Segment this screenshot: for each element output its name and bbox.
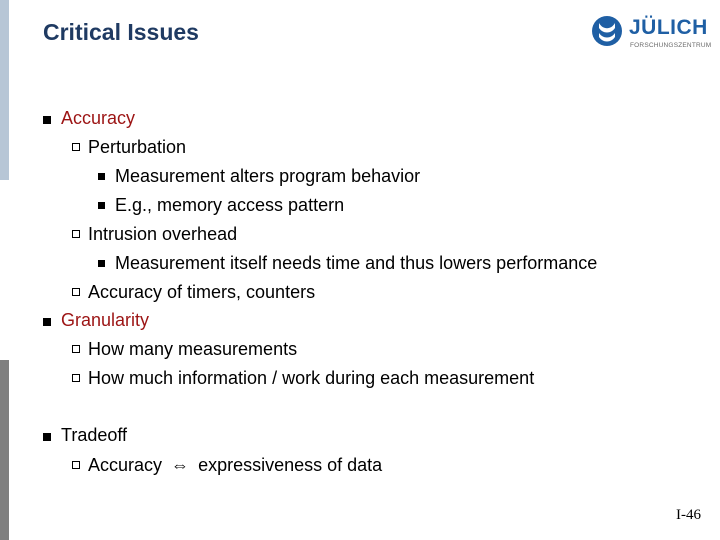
bullet-icon xyxy=(98,173,105,180)
logo-subtitle: FORSCHUNGSZENTRUM xyxy=(630,42,712,49)
sub-bullet-perturbation: Perturbation xyxy=(88,137,187,157)
sub-sub-bullet-eg: E.g., memory access pattern xyxy=(115,195,345,215)
bullet-accuracy: Accuracy xyxy=(61,108,136,128)
hollow-box-icon xyxy=(72,143,80,151)
juelich-logo-icon xyxy=(590,14,624,48)
hollow-box-icon xyxy=(72,230,80,238)
hollow-box-icon xyxy=(72,345,80,353)
sub-bullet-how-much: How much information / work during each measurement xyxy=(88,368,535,388)
page-number: I-46 xyxy=(676,507,701,523)
slide-title: Critical Issues xyxy=(43,19,199,45)
double-arrow-icon: ⇔ xyxy=(171,455,190,475)
sub-bullet-how-many: How many measurements xyxy=(88,339,298,359)
bullet-icon xyxy=(43,116,51,124)
bullet-granularity: Granularity xyxy=(61,310,150,330)
bullet-icon xyxy=(98,202,105,209)
bullet-icon xyxy=(98,260,105,267)
logo-wordmark: JÜLICH xyxy=(629,16,708,39)
hollow-box-icon xyxy=(72,374,80,382)
sub-bullet-tradeoff xyxy=(88,454,382,476)
tradeoff-right-text: expressiveness of data xyxy=(198,455,383,475)
sub-sub-bullet-itself: Measurement itself needs time and thus lowers performance xyxy=(115,253,598,273)
sub-bullet-timers: Accuracy of timers, counters xyxy=(88,282,316,302)
sub-bullet-intrusion: Intrusion overhead xyxy=(88,224,238,244)
bullet-icon xyxy=(43,433,51,441)
side-accent-bar-bottom xyxy=(0,360,9,540)
hollow-box-icon xyxy=(72,288,80,296)
juelich-logo xyxy=(590,14,712,54)
hollow-box-icon xyxy=(72,461,80,469)
tradeoff-left-text: Accuracy xyxy=(88,455,163,475)
bullet-tradeoff: Tradeoff xyxy=(61,425,128,445)
side-accent-bar-top xyxy=(0,0,9,180)
bullet-icon xyxy=(43,318,51,326)
sub-sub-bullet-alters: Measurement alters program behavior xyxy=(115,166,421,186)
